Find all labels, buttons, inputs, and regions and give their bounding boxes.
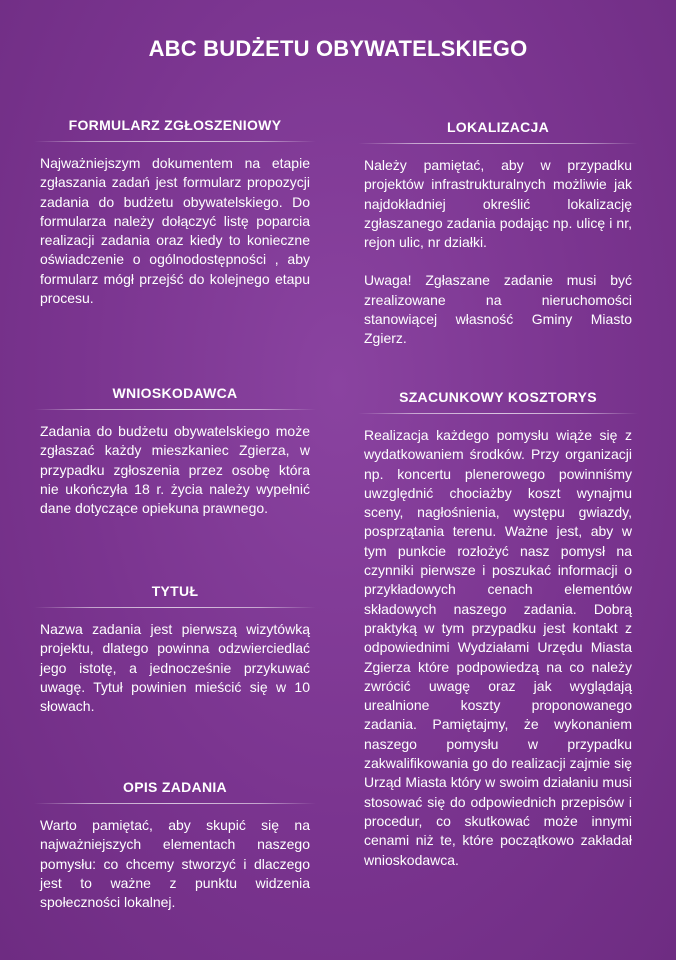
section-text-lokalizacja: Należy pamiętać, aby w przypadku projektów infrastrukturalnych możliwie jak najdokładniej określić lokalizację zgłaszanego zadania podając np. ulicę i nr, rejon ulic, nr działki. — [364, 157, 632, 251]
section-formularz — [40, 116, 310, 308]
section-heading-kosztorys: SZACUNKOWY KOSZTORYS — [399, 389, 597, 405]
section-text-kosztorys: Realizacja każdego pomysłu wiąże się z wydatkowaniem środków. Przy organizacji np. koncertu plenerowego powinniśmy uwzględnić chociażby koszt wynajmu sceny, nagłośnienia, występu gwiazdy, posprzątania terenu. Ważne jest, aby w tym punkcie rozłożyć nasz pomysł na czynniki pierwsze i poszukać informacji o przykładowych cenach elementów składowych naszego zadania. Dobrą praktyką w tym przypadku jest kontakt z odpowiednimi Wydziałami Urzędu Miasta Zgierza które podpowiedzą na co należy zwrócić uwagę oraz jak wyglądają urealnione koszty proponowanego zadania. Pamiętajmy, że wykonaniem naszego pomysłu w przypadku zakwalifikowania go do realizacji zajmie się Urząd Miasta który w swoim działaniu musi stosować się do odpowiednich przepisów i procedur, co skutkować może innymi cenami niż te, które początkowo zakładał wnioskodawca. — [364, 427, 632, 868]
section-text-tytul: Nazwa zadania jest pierwszą wizytówką projektu, dlatego powinna odzwierciedlać jego istotę, a jednocześnie przykuwać uwagę. Tytuł powinien mieścić się w 10 słowach. — [40, 621, 310, 715]
section-heading-wnioskodawca: WNIOSKODAWCA — [112, 385, 238, 401]
section-wnioskodawca — [40, 384, 310, 518]
section-heading-opis-zadania: OPIS ZADANIA — [123, 779, 227, 795]
section-lokalizacja — [364, 118, 632, 349]
section-note-lokalizacja: Uwaga! Zgłaszane zadanie musi być zrealizowane na nieruchomości stanowiącej własność Gminy Miasto Zgierz. — [364, 272, 632, 347]
section-opis-zadania — [40, 778, 310, 912]
section-divider — [34, 803, 316, 804]
section-heading-tytul: TYTUŁ — [151, 583, 199, 599]
section-divider — [358, 143, 638, 144]
section-text-opis-zadania: Warto pamiętać, aby skupić się na najważniejszych elementach naszego pomysłu: co chcemy stworzyć i dlaczego jest to ważne z punktu widzenia społeczności lokalnej. — [40, 817, 310, 911]
page-title: ABC BUDŻETU OBYWATELSKIEGO — [148, 36, 528, 61]
section-divider — [358, 413, 638, 414]
section-kosztorys — [364, 388, 632, 870]
section-tytul — [40, 582, 310, 716]
section-divider — [34, 607, 316, 608]
section-divider — [34, 409, 316, 410]
section-text-formularz: Najważniejszym dokumentem na etapie zgłaszania zadań jest formularz propozycji zadania do budżetu obywatelskiego. Do formularza należy dołączyć listę poparcia realizacji zadania oraz kiedy to konieczne oświadczenie o ogólnodostępności , aby formularz mógł przejść do kolejnego etapu procesu. — [40, 155, 310, 307]
section-heading-lokalizacja: LOKALIZACJA — [446, 119, 550, 135]
section-heading-formularz: FORMULARZ ZGŁOSZENIOWY — [68, 117, 282, 133]
section-text-wnioskodawca: Zadania do budżetu obywatelskiego może zgłaszać każdy mieszkaniec Zgierza, w przypadku zgłoszenia przez osobę która nie ukończyła 18 r. życia należy wypełnić dane dotyczące opiekuna prawnego. — [40, 423, 310, 517]
section-divider — [34, 141, 316, 142]
